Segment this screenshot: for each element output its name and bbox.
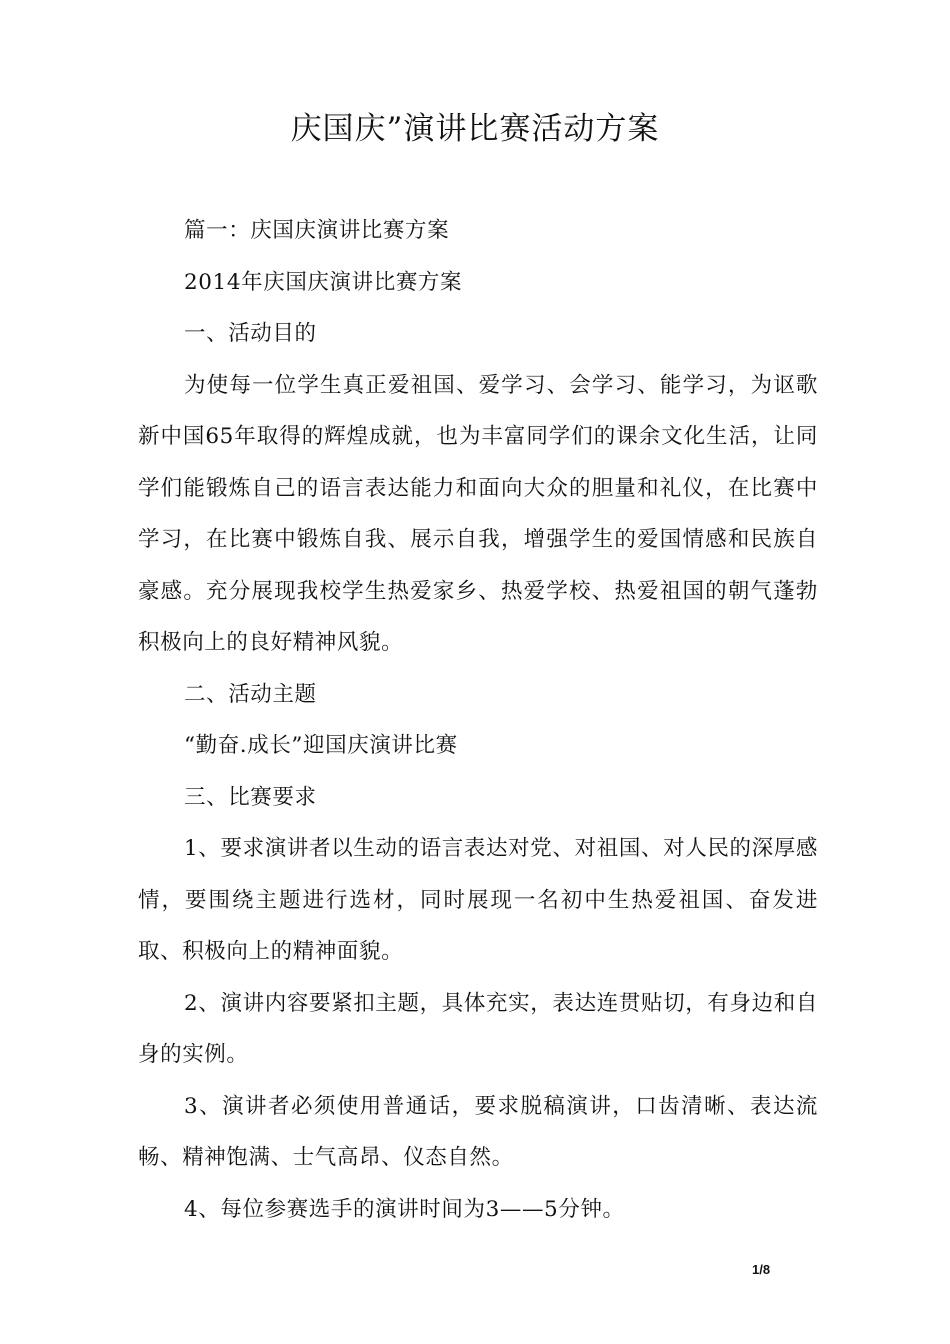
plan-title: 2014年庆国庆演讲比赛方案 <box>184 269 463 295</box>
document-body <box>138 205 818 1235</box>
page-number: 1/8 <box>752 1262 771 1277</box>
section-heading-activity-theme: 二、活动主题 <box>184 681 317 707</box>
section-heading-activity-purpose: 一、活动目的 <box>184 321 317 346</box>
activity-purpose-paragraph: 为使每一位学生真正爱祖国、爱学习、会学习、能学习，为讴歌新中国65年取得的辉煌成就，也为丰富同学们的课余文化生活，让同学们能锻炼自己的语言表达能力和面向大众的胆量和礼仪，在比赛中学习，在比赛中锻炼自我、展示自我，增强学生的爱国情感和民族自豪感。充分展现我校学生热爱家乡、热爱学校、热爱祖国的朝气蓬勃积极向上的良好精神风貌。 <box>138 372 818 655</box>
activity-theme-text: “勤奋.成长”迎国庆演讲比赛 <box>184 733 458 758</box>
section-heading-part-one: 篇一：庆国庆演讲比赛方案 <box>184 218 450 243</box>
requirement-item-1: 1、要求演讲者以生动的语言表达对党、对祖国、对人民的深厚感情，要围绕主题进行选材，同时展现一名初中生热爱祖国、奋发进取、积极向上的精神面貌。 <box>138 836 818 964</box>
requirement-item-4: 4、每位参赛选手的演讲时间为3——5分钟。 <box>184 1196 625 1222</box>
requirement-item-3: 3、演讲者必须使用普通话，要求脱稿演讲，口齿清晰、表达流畅、精神饱满、士气高昂、仪态自然。 <box>138 1093 818 1170</box>
requirement-item-2: 2、演讲内容要紧扣主题，具体充实，表达连贯贴切，有身边和自身的实例。 <box>138 990 818 1067</box>
document-title: 庆国庆”演讲比赛活动方案 <box>290 111 660 147</box>
section-heading-competition-requirements: 三、比赛要求 <box>184 784 317 810</box>
